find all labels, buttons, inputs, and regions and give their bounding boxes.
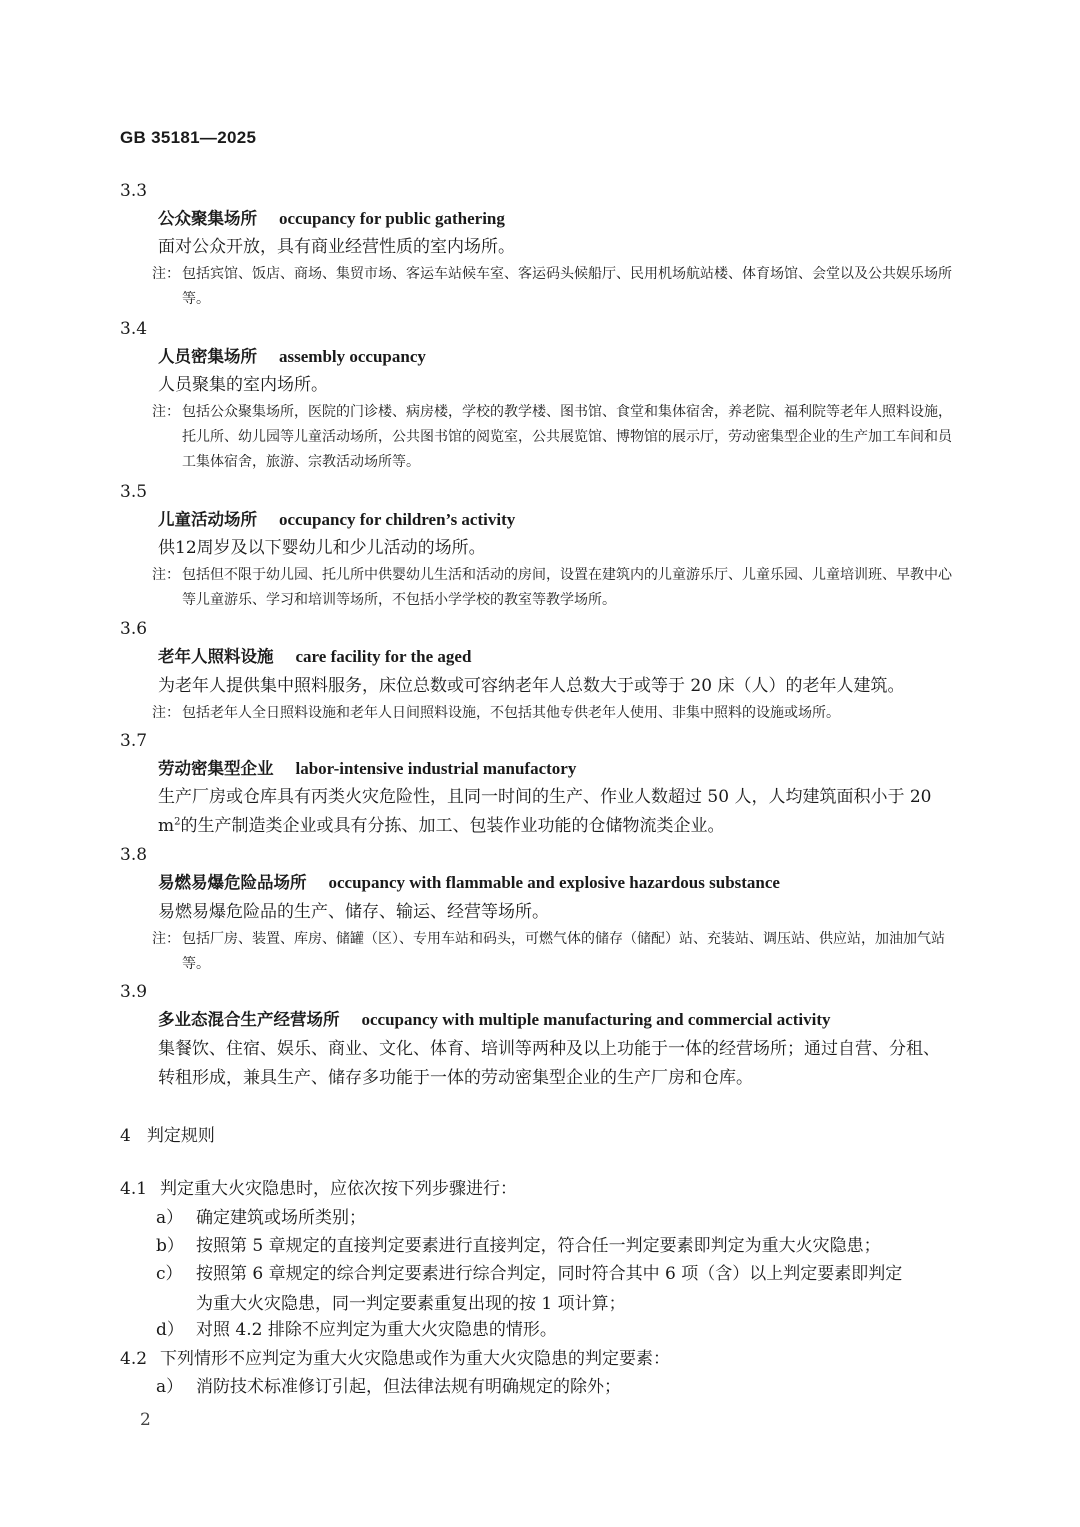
entry-number: 3.9 [120, 982, 148, 1002]
item-text: 消防技术标准修订引起，但法律法规有明确规定的除外； [196, 1377, 621, 1397]
term-definition: 供12周岁及以下婴幼儿和少儿活动的场所。 [158, 538, 486, 558]
term-note [152, 400, 952, 475]
item-text-continued: 为重大火灾隐患，同一判定要素重复出现的按 1 项计算； [196, 1294, 626, 1314]
entry-number: 3.4 [120, 319, 148, 339]
term-definition: 易燃易爆危险品的生产、储存、输运、经营等场所。 [158, 902, 549, 922]
term-en: occupancy for children’s activity [279, 510, 516, 529]
note-text: 包括公众聚集场所，医院的门诊楼、病房楼，学校的教学楼、图书馆、食堂和集体宿舍，养老院、福利院等老年人照料设施，托儿所、幼儿园等儿童活动场所，公共图书馆的阅览室，公共展览馆、博物馆的展示厅，劳动密集型企业的生产加工车间和员工集体宿舍，旅游、宗教活动场所等。 [182, 404, 952, 470]
list-item [156, 1319, 557, 1341]
standard-code-header: GB 35181—2025 [120, 128, 257, 147]
item-label: c） [156, 1264, 183, 1284]
term-heading [158, 509, 515, 531]
item-label: b） [156, 1236, 184, 1256]
term-note [152, 262, 952, 312]
term-heading [158, 208, 505, 230]
clause-number: 4.1 [120, 1179, 148, 1199]
note-text: 包括但不限于幼儿园、托儿所中供婴幼儿生活和活动的房间，设置在建筑内的儿童游乐厅、儿童乐园、儿童培训班、早教中心等儿童游乐、学习和培训等场所，不包括小学学校的教室等教学场所。 [182, 567, 952, 608]
entry-number: 3.5 [120, 482, 148, 502]
term-note [152, 563, 952, 613]
section-title: 判定规则 [146, 1126, 215, 1146]
definition-text: 集餐饮、住宿、娱乐、商业、文化、体育、培训等两种及以上功能于一体的经营场所；通过自营、分租、转租形成，兼具生产、储存多功能于一体的劳动密集型企业的生产厂房和仓库。 [158, 1039, 940, 1088]
term-heading [158, 646, 471, 668]
note-label: 注： [152, 266, 180, 282]
term-en: occupancy with multiple manufacturing and commercial activity [361, 1010, 831, 1029]
entry-number: 3.7 [120, 731, 148, 751]
clause-text: 下列情形不应判定为重大火灾隐患或作为重大火灾隐患的判定要素： [160, 1349, 670, 1369]
note-label: 注： [152, 404, 180, 420]
note-label: 注： [152, 705, 180, 721]
section-heading [120, 1125, 215, 1147]
note-text: 包括老年人全日照料设施和老年人日间照料设施，不包括其他专供老年人使用、非集中照料的设施或场所。 [182, 705, 840, 721]
item-label: d） [156, 1320, 184, 1340]
term-definition: 人员聚集的室内场所。 [158, 375, 328, 395]
definition-text: 生产厂房或仓库具有丙类火灾危险性，且同一时间的生产、作业人数超过 50 人，人均建筑面积小于 20 m [158, 787, 932, 836]
item-label: a） [156, 1377, 184, 1397]
list-item [156, 1235, 881, 1257]
clause-4-1 [120, 1178, 517, 1200]
definition-text: 的生产制造类企业或具有分拣、加工、包装作业功能的仓储物流类企业。 [180, 816, 725, 836]
item-text: 对照 4.2 排除不应判定为重大火灾隐患的情形。 [196, 1320, 557, 1340]
entry-number: 3.3 [120, 181, 148, 201]
term-heading [158, 872, 780, 894]
term-en: care facility for the aged [295, 647, 472, 666]
list-item [156, 1263, 902, 1315]
term-note [152, 701, 952, 726]
term-zh: 劳动密集型企业 [158, 759, 274, 778]
item-label: a） [156, 1208, 184, 1228]
item-text: 按照第 6 章规定的综合判定要素进行综合判定，同时符合其中 6 项（含）以上判定要素即判定 [196, 1264, 903, 1284]
clause-number: 4.2 [120, 1349, 148, 1369]
term-heading [158, 346, 426, 368]
term-zh: 人员密集场所 [158, 347, 257, 366]
term-definition: 面对公众开放，具有商业经营性质的室内场所。 [158, 237, 515, 257]
note-label: 注： [152, 931, 180, 947]
note-text: 包括厂房、装置、库房、储罐（区）、专用车站和码头，可燃气体的储存（储配）站、充装站、调压站、供应站，加油加气站等。 [182, 931, 945, 972]
term-definition: 为老年人提供集中照料服务，床位总数或可容纳老年人总数大于或等于 20 床（人）的老年人建筑。 [158, 676, 905, 696]
item-text: 确定建筑或场所类别； [196, 1208, 366, 1228]
superscript: 2 [174, 816, 181, 828]
term-zh: 多业态混合生产经营场所 [158, 1010, 340, 1029]
list-item [156, 1376, 621, 1398]
note-label: 注： [152, 567, 180, 583]
list-item [156, 1207, 366, 1229]
term-heading [158, 1009, 831, 1031]
term-zh: 老年人照料设施 [158, 647, 274, 666]
entry-number: 3.6 [120, 619, 148, 639]
term-zh: 儿童活动场所 [158, 510, 257, 529]
term-zh: 公众聚集场所 [158, 209, 257, 228]
term-en: occupancy with flammable and explosive hazardous substance [328, 873, 780, 892]
item-text: 按照第 5 章规定的直接判定要素进行直接判定，符合任一判定要素即判定为重大火灾隐患； [196, 1236, 881, 1256]
clause-4-2 [120, 1348, 670, 1370]
term-heading [158, 758, 576, 780]
term-en: assembly occupancy [279, 347, 426, 366]
term-zh: 易燃易爆危险品场所 [158, 873, 307, 892]
term-en: labor-intensive industrial manufactory [295, 759, 577, 778]
note-text: 包括宾馆、饭店、商场、集贸市场、客运车站候车室、客运码头候船厅、民用机场航站楼、体育场馆、会堂以及公共娱乐场所等。 [182, 266, 952, 307]
page-number: 2 [140, 1410, 151, 1430]
term-definition [120, 1035, 955, 1093]
term-note [152, 927, 952, 977]
section-number: 4 [120, 1126, 131, 1146]
term-en: occupancy for public gathering [279, 209, 505, 228]
clause-text: 判定重大火灾隐患时，应依次按下列步骤进行： [160, 1179, 517, 1199]
term-definition [120, 783, 955, 841]
entry-number: 3.8 [120, 845, 148, 865]
